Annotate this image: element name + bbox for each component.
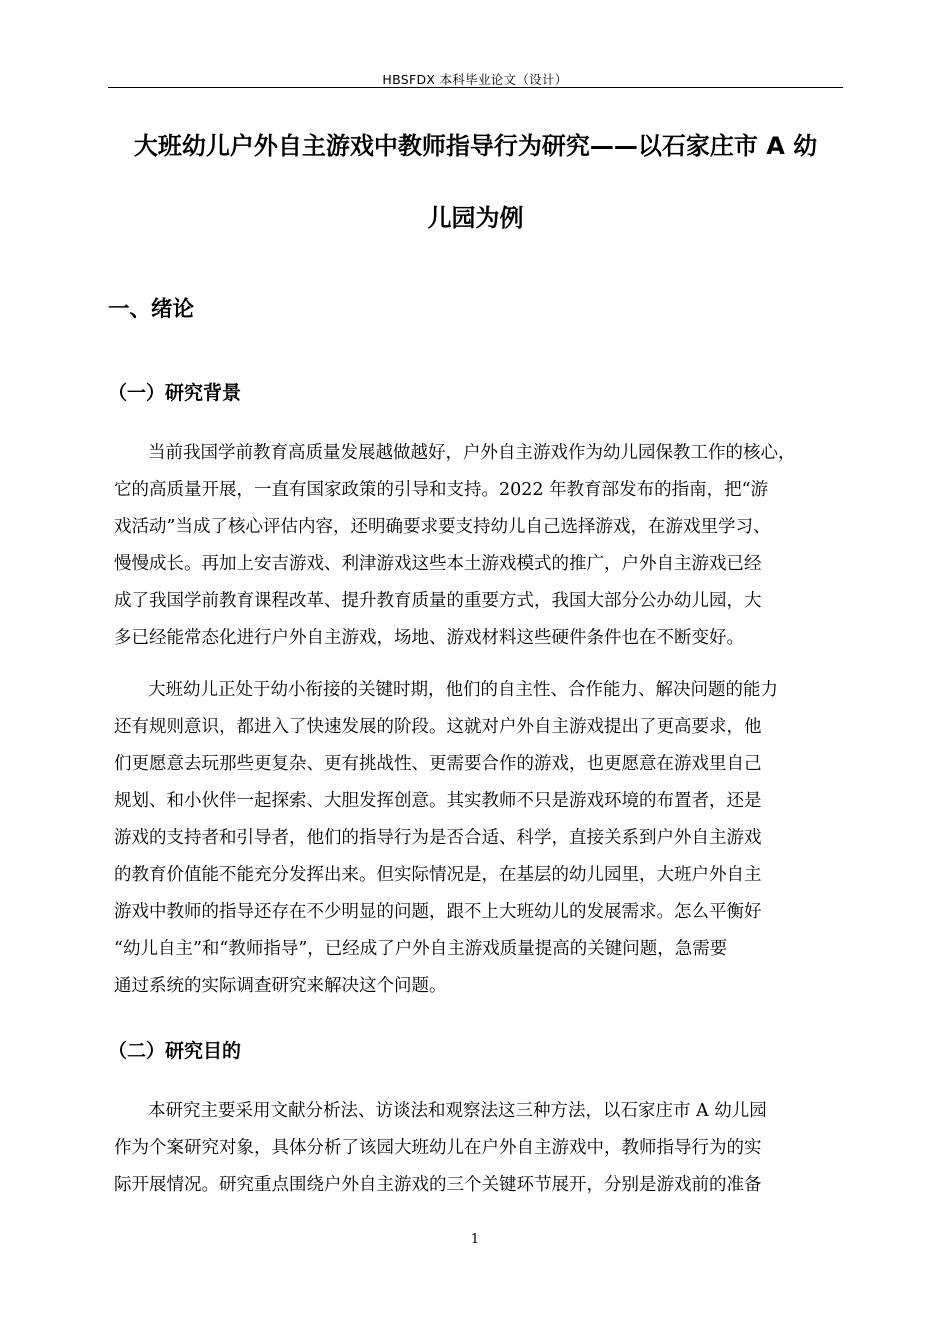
- text-line: 际开展情况。研究重点围绕户外自主游戏的三个关键环节展开，分别是游戏前的准备: [114, 1175, 762, 1195]
- header-rule: [108, 87, 843, 88]
- page-number: 1: [470, 1232, 480, 1247]
- text-line: 的教育价值能不能充分发挥出来。但实际情况是，在基层的幼儿园里，大班户外自主: [114, 865, 762, 885]
- text-line: 游戏的支持者和引导者，他们的指导行为是否合适、科学，直接关系到户外自主游戏: [114, 828, 762, 848]
- subsection-heading-background: （一）研究背景: [108, 382, 242, 404]
- text-line: 还有规则意识，都进入了快速发展的阶段。这就对户外自主游戏提出了更高要求，他: [114, 717, 762, 737]
- text-line: 作为个案研究对象，具体分析了该园大班幼儿在户外自主游戏中，教师指导行为的实: [114, 1138, 762, 1158]
- thesis-title-line-1: 大班幼儿户外自主游戏中教师指导行为研究——以石家庄市 A 幼: [133, 132, 818, 160]
- thesis-title-line-2: 儿园为例: [427, 204, 524, 232]
- text-line: 多已经能常态化进行户外自主游戏，场地、游戏材料这些硬件条件也在不断变好。: [114, 628, 744, 648]
- text-line: 戏活动”当成了核心评估内容，还明确要求要支持幼儿自己选择游戏，在游戏里学习、: [114, 517, 771, 537]
- text-line: “幼儿自主”和“教师指导”，已经成了户外自主游戏质量提高的关键问题，急需要: [114, 939, 728, 959]
- text-line: 本研究主要采用文献分析法、访谈法和观察法这三种方法，以石家庄市 A 幼儿园: [148, 1101, 767, 1121]
- text-line: 通过系统的实际调查研究来解决这个问题。: [114, 976, 447, 996]
- text-line: 们更愿意去玩那些更复杂、更有挑战性、更需要合作的游戏，也更愿意在游戏里自己: [114, 754, 762, 774]
- text-line: 它的高质量开展，一直有国家政策的引导和支持。2022 年教育部发布的指南，把“游: [114, 480, 769, 500]
- text-line: 游戏中教师的指导还存在不少明显的问题，跟不上大班幼儿的发展需求。怎么平衡好: [114, 902, 762, 922]
- running-header: HBSFDX 本科毕业论文（设计）: [382, 72, 568, 87]
- subsection-heading-purpose: （二）研究目的: [108, 1040, 242, 1062]
- section-heading-introduction: 一、绪论: [108, 297, 195, 322]
- text-line: 规划、和小伙伴一起探索、大胆发挥创意。其实教师不只是游戏环境的布置者，还是: [114, 791, 762, 811]
- text-line: 大班幼儿正处于幼小衔接的关键时期，他们的自主性、合作能力、解决问题的能力: [148, 680, 778, 700]
- text-line: 成了我国学前教育课程改革、提升教育质量的重要方式，我国大部分公办幼儿园，大: [114, 591, 762, 611]
- text-line: 慢慢成长。再加上安吉游戏、利津游戏这些本土游戏模式的推广，户外自主游戏已经: [114, 554, 762, 574]
- text-line: 当前我国学前教育高质量发展越做越好，户外自主游戏作为幼儿园保教工作的核心，: [148, 443, 796, 463]
